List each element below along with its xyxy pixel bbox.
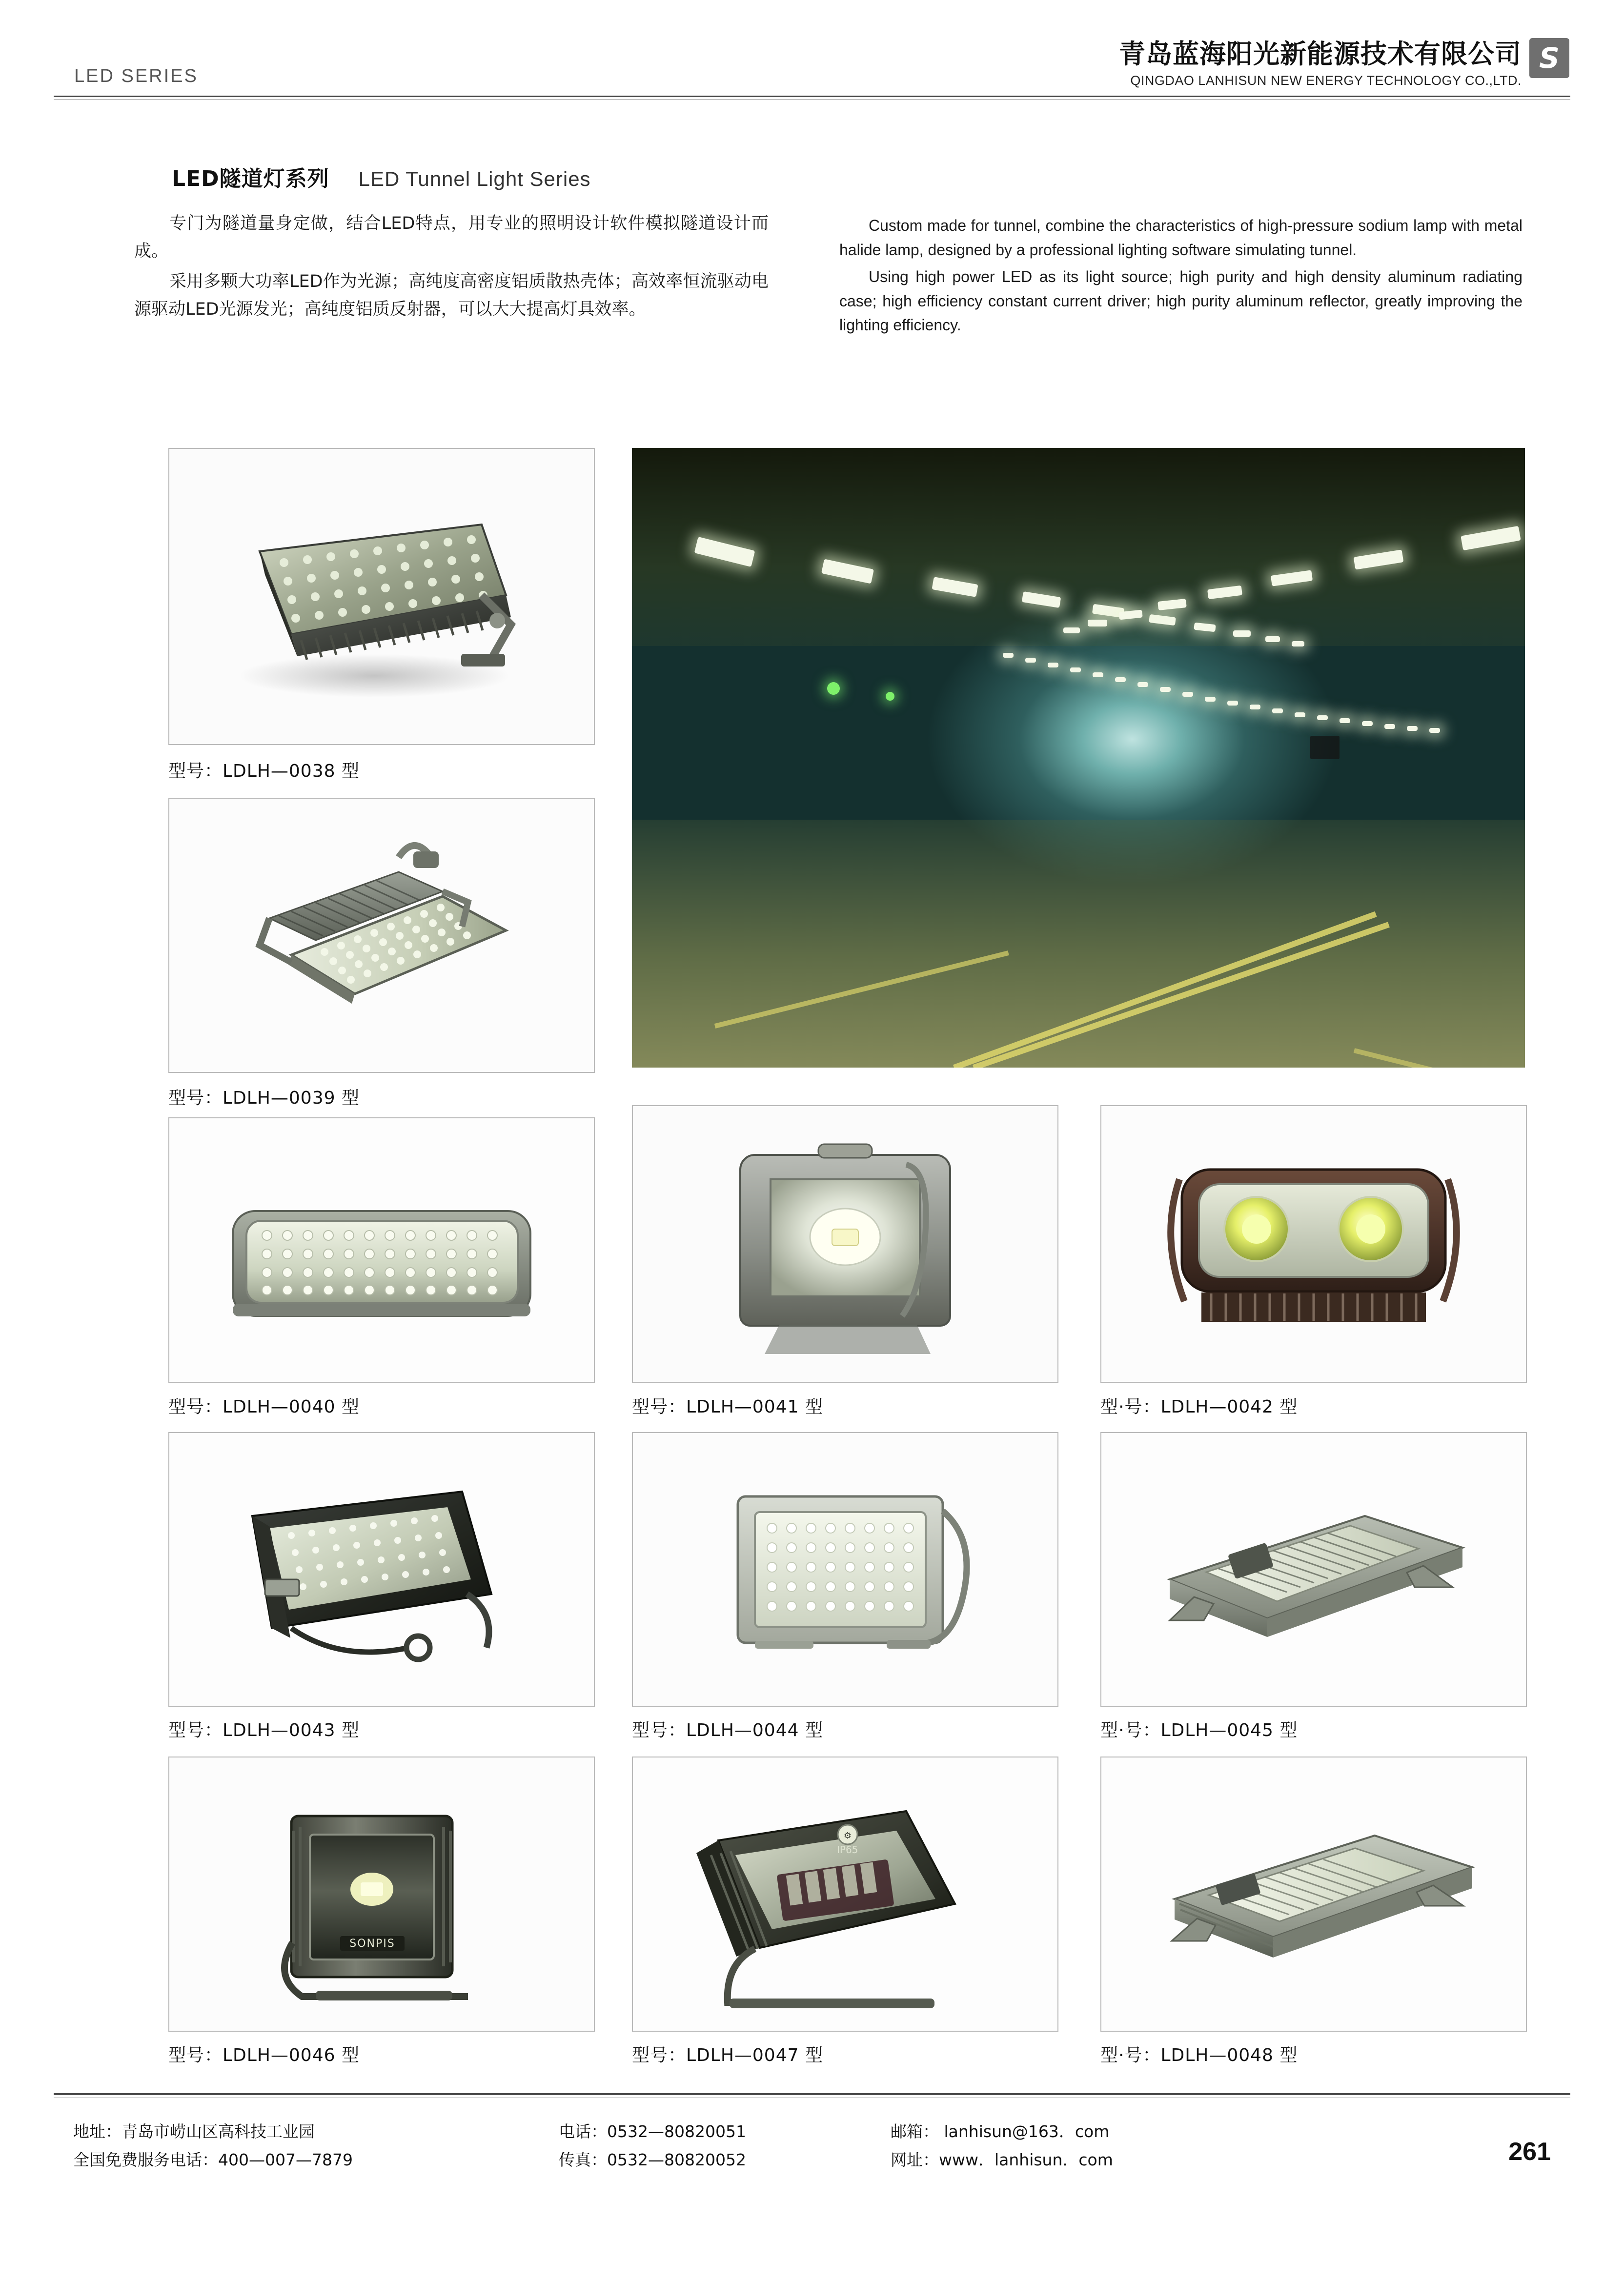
caption-ldlh-0041: 型号：LDLH—0041 型 — [632, 1397, 823, 1417]
caption-ldlh-0040: 型号：LDLH—0040 型 — [168, 1397, 360, 1417]
footer-address-line1: 地址：青岛市崂山区高科技工业园 — [73, 2122, 315, 2141]
intro-cn-paragraph-1: 专门为隧道量身定做，结合LED特点，用专业的照明设计软件模拟隧道设计而成。 — [134, 214, 769, 261]
company-name-en: QINGDAO LANHISUN NEW ENERGY TECHNOLOGY CO.,LTD. — [1130, 73, 1522, 88]
page-header — [0, 0, 1624, 98]
svg-text:⚙: ⚙ — [843, 1831, 852, 1841]
footer-web — [891, 2118, 1113, 2174]
company-name-cn: 青岛蓝海阳光新能源技术有限公司 — [1119, 39, 1522, 69]
caption-ldlh-0043: 型号：LDLH—0043 型 — [168, 1720, 360, 1740]
footer-tel: 电话：0532—80820051 — [559, 2122, 746, 2141]
section-title — [172, 161, 591, 192]
caption-ldlh-0039: 型号：LDLH—0039 型 — [168, 1088, 360, 1108]
header-divider-thin — [54, 99, 1570, 100]
header-divider — [54, 96, 1570, 97]
svg-text:SONPIS: SONPIS — [349, 1938, 395, 1950]
logo-glyph: S — [1539, 41, 1560, 75]
intro-chinese — [134, 210, 769, 326]
product-image-ldlh-0046 — [168, 1757, 595, 2032]
tunnel-photo — [632, 448, 1525, 1068]
page-footer — [0, 2118, 1624, 2225]
footer-email[interactable]: 邮箱： lanhisun@163．com — [891, 2122, 1110, 2141]
company-block — [1119, 39, 1522, 88]
product-image-ldlh-0041 — [632, 1105, 1058, 1383]
product-image-ldlh-0048 — [1100, 1757, 1527, 2032]
product-image-ldlh-0043 — [168, 1432, 595, 1707]
footer-phone — [559, 2118, 746, 2174]
intro-en-paragraph-1: Custom made for tunnel, combine the characteristics of high-pressure sodium lamp with metal halide lamp, designed by a professional lighting software simulating tunnel. — [839, 217, 1522, 259]
svg-text:IP65: IP65 — [837, 1844, 858, 1856]
section-title-en: LED Tunnel Light Series — [358, 167, 591, 190]
page-number: 261 — [1508, 2138, 1551, 2166]
product-image-ldlh-0047 — [632, 1757, 1058, 2032]
product-image-ldlh-0040 — [168, 1117, 595, 1383]
caption-ldlh-0047: 型号：LDLH—0047 型 — [632, 2045, 823, 2065]
section-title-cn: LED隧道灯系列 — [172, 166, 329, 191]
footer-address — [73, 2118, 353, 2174]
caption-ldlh-0045: 型·号：LDLH—0045 型 — [1100, 1720, 1298, 1740]
footer-address-line2: 全国免费服务电话：400—007—7879 — [73, 2150, 353, 2169]
caption-ldlh-0046: 型号：LDLH—0046 型 — [168, 2045, 360, 2065]
product-image-ldlh-0045 — [1100, 1432, 1527, 1707]
caption-ldlh-0044: 型号：LDLH—0044 型 — [632, 1720, 823, 1740]
intro-en-paragraph-2: Using high power LED as its light source; high purity and high density aluminum radiating case; high efficiency constant current driver; high purity aluminum reflector, greatly improving the lighting efficiency. — [839, 268, 1522, 334]
intro-english — [839, 214, 1522, 341]
product-image-ldlh-0038 — [168, 448, 595, 745]
footer-website[interactable]: 网址：www．lanhisun．com — [891, 2150, 1113, 2169]
series-label: LED SERIES — [74, 66, 198, 86]
caption-ldlh-0042: 型·号：LDLH—0042 型 — [1100, 1397, 1298, 1417]
product-image-ldlh-0042 — [1100, 1105, 1527, 1383]
footer-divider — [54, 2093, 1570, 2095]
product-image-ldlh-0044 — [632, 1432, 1058, 1707]
footer-fax: 传真：0532—80820052 — [559, 2150, 746, 2169]
intro-cn-paragraph-2: 采用多颗大功率LED作为光源；高纯度高密度铝质散热壳体；高效率恒流驱动电源驱动LED光源发光；高纯度铝质反射器，可以大大提高灯具效率。 — [134, 272, 769, 320]
company-logo-icon — [1529, 38, 1569, 78]
product-image-ldlh-0039 — [168, 798, 595, 1073]
caption-ldlh-0048: 型·号：LDLH—0048 型 — [1100, 2045, 1298, 2065]
caption-ldlh-0038: 型号：LDLH—0038 型 — [168, 761, 360, 781]
